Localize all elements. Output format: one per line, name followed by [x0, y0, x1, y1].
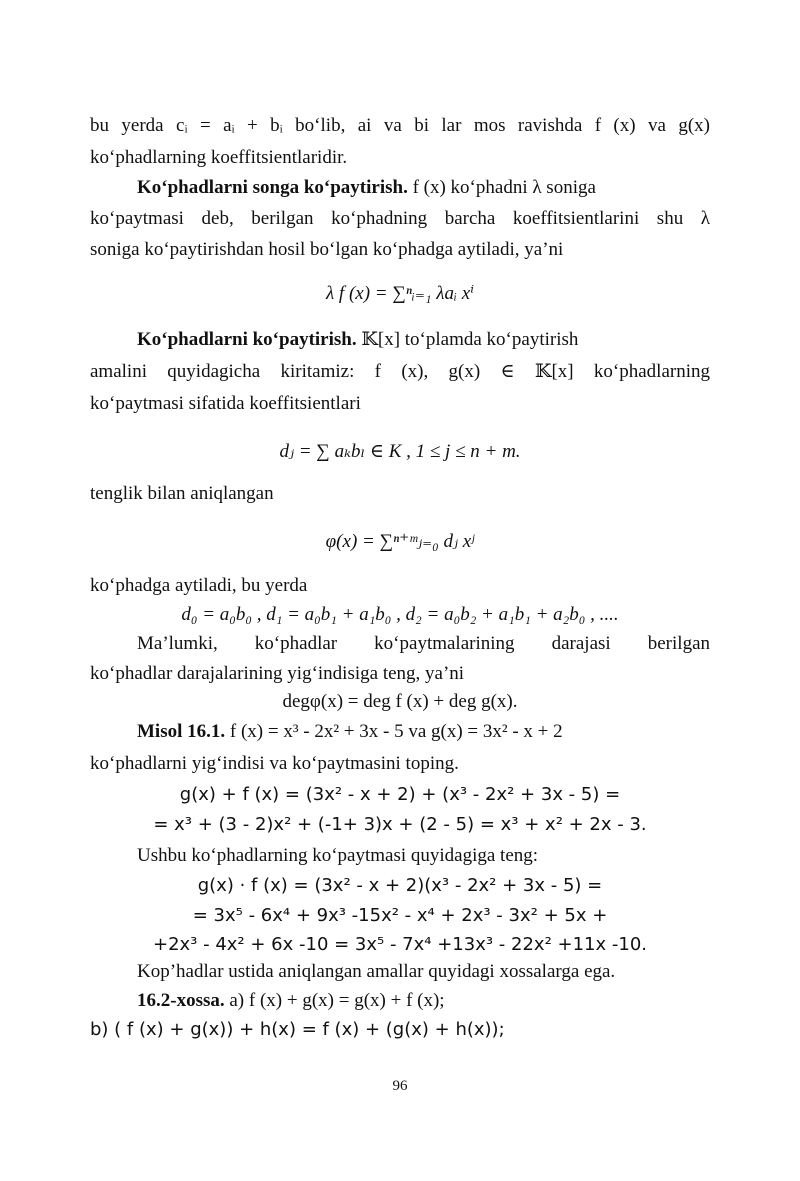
text-line: φ(x) = ∑ⁿ⁺ᵐⱼ₌₀ dⱼ xʲ — [325, 531, 475, 552]
text-line: bu yerda cᵢ = aᵢ + bᵢ bo‘lib, ai va bi lar mos ravishda f (x) va g(x) — [90, 115, 710, 136]
text-line: d₀ = a₀b₀ , d₁ = a₀b₁ + a₁b₀ , d₂ = a₀b₂ + a₁b₁ + a₂b₀ , .... — [181, 604, 619, 625]
text-line: +2x³ - 4x² + 6x -10 = 3x⁵ - 7x⁴ +13x³ - 22x² +11x -10. — [152, 934, 647, 955]
text-line: dⱼ = ∑ aₖbₗ ∈ K , 1 ≤ j ≤ n + m. — [279, 441, 521, 462]
text-line: g(x) · f (x) = (3x² - x + 2)(x³ - 2x² + 3x - 5) = — [197, 875, 603, 896]
text-line: ko‘phadlar darajalarining yig‘indisiga teng, ya’ni — [90, 663, 465, 684]
text-line: ko‘phadga aytiladi, bu yerda — [90, 575, 308, 596]
text-line: λ f (x) = ∑ⁿᵢ₌₁ λaᵢ xⁱ — [325, 283, 475, 304]
text-line: Ushbu ko‘phadlarning ko‘paytmasi quyidagiga teng: — [137, 845, 539, 866]
text-line: ko‘paytmasi sifatida koeffitsientlari — [90, 393, 361, 414]
text-line: g(x) + f (x) = (3x² - x + 2) + (x³ - 2x² + 3x - 5) = — [179, 784, 621, 805]
text-line — [137, 989, 445, 1013]
text-line: tenglik bilan aniqlangan — [90, 483, 274, 504]
text-line: soniga ko‘paytirishdan hosil bo‘lgan ko‘phadga aytiladi, ya’ni — [90, 239, 564, 260]
text-line: degφ(x) = deg f (x) + deg g(x). — [282, 691, 518, 712]
text-line — [137, 328, 578, 352]
text-line: ko‘phadlarning koeffitsientlaridir. — [90, 147, 348, 168]
line-rest: f (x) = x³ - 2x² + 3x - 5 va g(x) = 3x² - x + 2 — [225, 721, 563, 742]
line-rest: a) f (x) + g(x) = g(x) + f (x); — [224, 990, 445, 1011]
text-line: ko‘paytmasi deb, berilgan ko‘phadning barcha koeffitsientlarini shu λ — [90, 208, 710, 229]
bold-heading: Ko‘phadlarni songa ko‘paytirish. — [137, 177, 408, 198]
text-line: amalini quyidagicha kiritamiz: f (x), g(x) ∈ 𝕂[x] ko‘phadlarning — [90, 361, 710, 382]
bold-heading: 16.2-xossa. — [137, 990, 225, 1011]
text-line: = x³ + (3 - 2)x² + (-1+ 3)x + (2 - 5) = x³ + x² + 2x - 3. — [153, 814, 647, 835]
bold-heading: Misol 16.1. — [137, 721, 226, 742]
text-line: Ma’lumki, ko‘phadlar ko‘paytmalarining darajasi berilgan — [137, 633, 710, 654]
page-number: 96 — [392, 1078, 408, 1094]
text-line: = 3x⁵ - 6x⁴ + 9x³ -15x² - x⁴ + 2x³ - 3x² + 5x + — [192, 905, 608, 926]
text-line — [137, 720, 563, 744]
line-rest: f (x) ko‘phadni λ soniga — [407, 177, 596, 198]
text-line: b) ( f (x) + g(x)) + h(x) = f (x) + (g(x) + h(x)); — [90, 1019, 505, 1040]
text-line — [137, 176, 596, 200]
text-line: Kop’hadlar ustida aniqlangan amallar quyidagi xossalarga ega. — [137, 961, 616, 982]
bold-heading: Ko‘phadlarni ko‘paytirish. — [137, 329, 357, 350]
line-rest: 𝕂[x] to‘plamda ko‘paytirish — [356, 329, 579, 350]
text-line: ko‘phadlarni yig‘indisi va ko‘paytmasini toping. — [90, 753, 459, 774]
